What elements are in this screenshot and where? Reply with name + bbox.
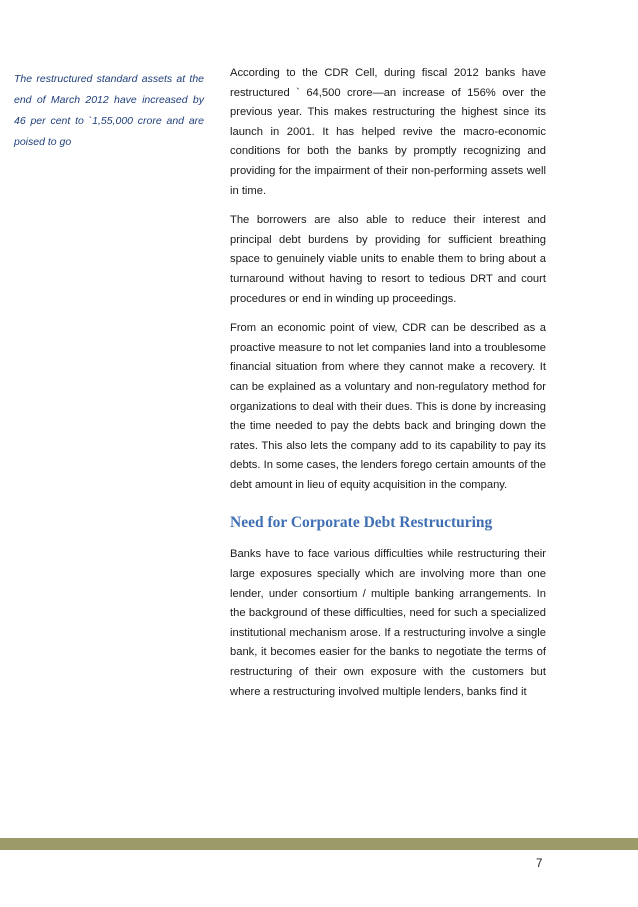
paragraph-cdr-cell: According to the CDR Cell, during fiscal 2012 banks have restructured ` 64,500 crore—an increase of 156% over the previous year. This makes restructuring the highest since its launch in 2001. It has helped revive the macro-economic conditions for both the banks by promptly recognizing and providing for the impairment of their non-performing assets well in time. — [230, 67, 546, 197]
page-number: 7 — [536, 858, 543, 870]
main-text-column — [230, 64, 546, 712]
section-heading: Need for Corporate Debt Restructuring — [230, 514, 493, 532]
pull-quote-text: The restructured standard assets at the end of March 2012 have increased by 46 per cent to `1,55,000 crore and are poised to go — [14, 73, 204, 148]
footer-bar — [0, 838, 638, 850]
pull-quote — [14, 69, 204, 153]
paragraph-economic-view: From an economic point of view, CDR can be described as a proactive measure to not let companies land into a troublesome financial situation from where they cannot make a recovery. It can be explained as a voluntary and non-regulatory method for organizations to deal with their dues. This is done by increasing the time needed to pay the debts back and bringing down the rates. This also lets the company add to its capability to pay its debts. In some cases, the lenders forego certain amounts of the debt amount in lieu of equity acquisition in the company. — [230, 322, 546, 491]
paragraph-need-for-cdr: Banks have to face various difficulties while restructuring their large exposures specially which are involving more than one lender, under consortium / multiple banking arrangements. In the background of these difficulties, need for such a specialized institutional mechanism arose. If a restructuring involve a single bank, it becomes easier for the banks to negotiate the terms of restructuring of their own exposure with the customers but where a restructuring involved multiple lenders, banks find it — [230, 548, 546, 698]
paragraph-borrowers: The borrowers are also able to reduce their interest and principal debt burdens by providing for sufficient breathing space to genuinely viable units to enable them to bring about a turnaround without having to resort to tedious DRT and court procedures or end in winding up proceedings. — [230, 214, 546, 305]
